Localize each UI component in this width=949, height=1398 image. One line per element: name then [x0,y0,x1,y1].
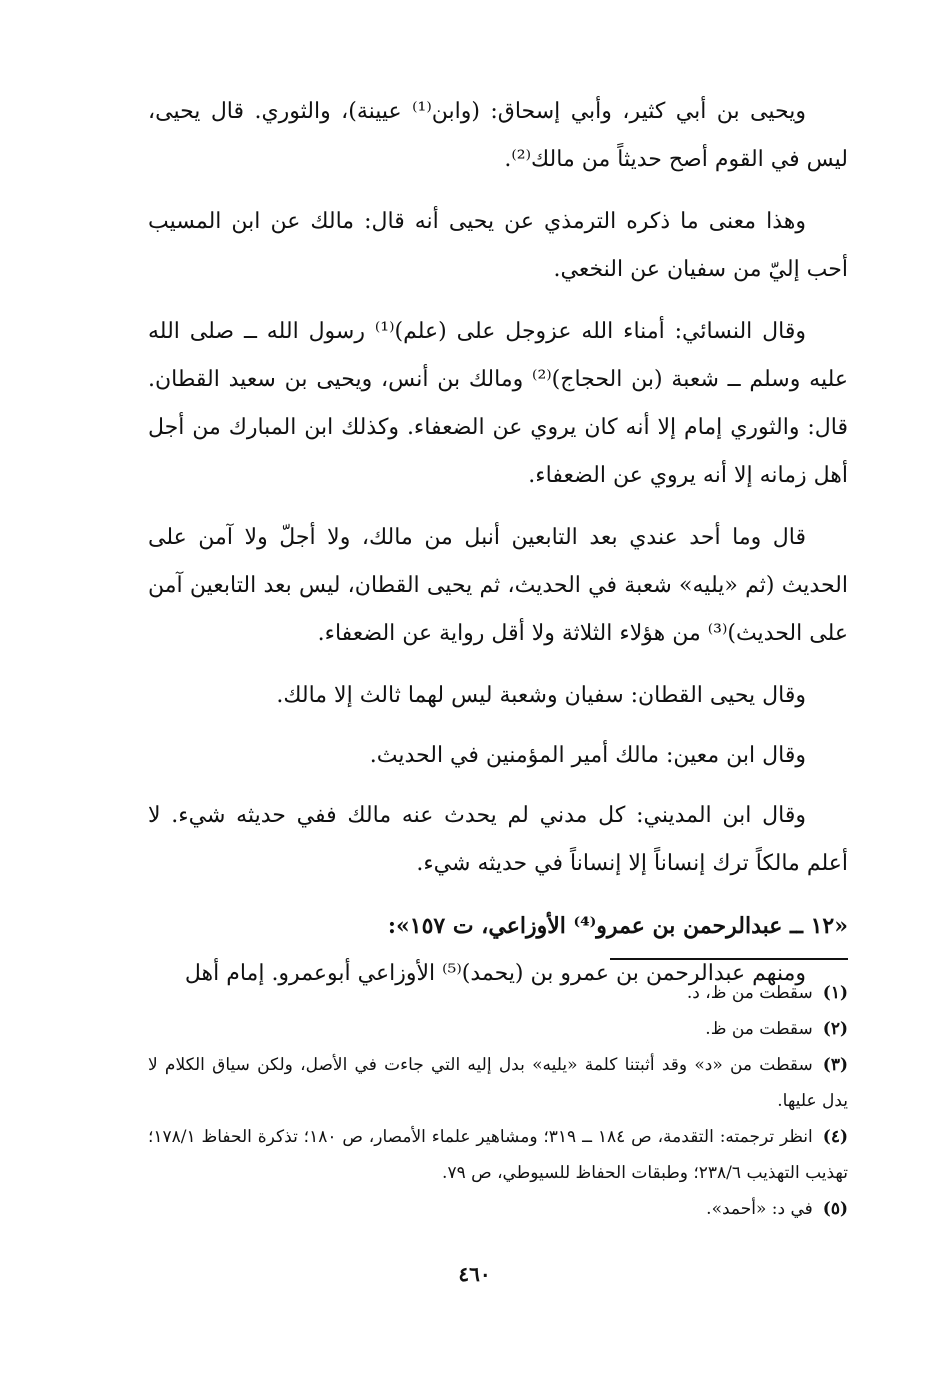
footnote-text: سقطت من ظ. [705,1019,813,1039]
footnote [148,975,848,1011]
footnotes [148,975,848,1227]
footnote-number: (٣) [822,1055,848,1075]
footnote-divider [610,958,848,960]
paragraph-2: وهذا معنى ما ذكره الترمذي عن يحيى أنه قال: مالك عن ابن المسيب أحب إليّ من سفيان عن النخعي. [148,209,848,282]
footnote-number: (٢) [822,1019,848,1039]
footnote-number: (٤) [822,1127,848,1147]
footnote-text: انظر ترجمته: التقدمة، ص ١٨٤ ــ ٣١٩؛ ومشاهير علماء الأمصار، ص ١٨٠؛ تذكرة الحفاظ ١٧٨/١؛ تهذيب التهذيب ٢٣٨/٦؛ وطبقات الحفاظ للسيوطي، ص ٧٩. [148,1127,848,1183]
footnote-number: (٥) [822,1199,848,1219]
paragraph-8: ومنهم عبدالرحمن بن عمرو بن (يحمد)⁽⁵⁾ الأوزاعي أبوعمرو. إمام أهل [184,961,806,986]
paragraph-4: قال وما أحد عندي بعد التابعين أنبل من مالك، ولا أجلّ ولا آمن على الحديث (ثم «يليه» شعبة في الحديث، ثم يحيى القطان، ليس بعد التابعين آمن على الحديث)⁽³⁾ من هؤلاء الثلاثة ولا أقل رواية عن الضعفاء. [148,525,848,646]
footnote [148,1047,848,1119]
paragraph-6: وقال ابن معين: مالك أمير المؤمنين في الحديث. [369,743,806,768]
footnote [148,1191,848,1227]
footnote [148,1011,848,1047]
footnote-text: في د: «أحمد». [706,1199,813,1219]
paragraph-5: وقال يحيى القطان: سفيان وشعبة ليس لهما ثالث إلا مالك. [276,683,806,708]
main-text [148,88,848,1012]
paragraph-7: وقال ابن المديني: كل مدني لم يحدث عنه مالك ففي حديثه شيء. لا أعلم مالكاً ترك إنساناً إلا إنساناً في حديثه شيء. [148,803,848,876]
paragraph-3: وقال النسائي: أمناء الله عزوجل على (علم)⁽¹⁾ رسول الله ــ صلى الله عليه وسلم ــ شعبة (بن الحجاج)⁽²⁾ ومالك بن أنس، ويحيى بن سعيد القطان. قال: والثوري إمام إلا أنه كان يروي عن الضعفاء. وكذلك ابن المبارك من أجل أهل زمانه إلا أنه يروي عن الضعفاء. [148,319,848,488]
page-number: ٤٦٠ [458,1262,491,1286]
footnote-number: (١) [822,983,848,1003]
section-heading: «١٢ ــ عبدالرحمن بن عمرو⁽⁴⁾ الأوزاعي، ت ١٥٧»: [387,913,848,939]
paragraph-1: ويحيى بن أبي كثير، وأبي إسحاق: (وابن⁽¹⁾ عيينة)، والثوري. قال يحيى، ليس في القوم أصح حديثاً من مالك⁽²⁾. [148,99,848,172]
footnote-text: سقطت من «د» وقد أثبتنا كلمة «يليه» بدل إليه التي جاءت في الأصل، ولكن سياق الكلام لا يدل عليها. [148,1055,848,1111]
footnote [148,1119,848,1191]
footnote-text: سقطت من ظ، د. [686,983,813,1003]
